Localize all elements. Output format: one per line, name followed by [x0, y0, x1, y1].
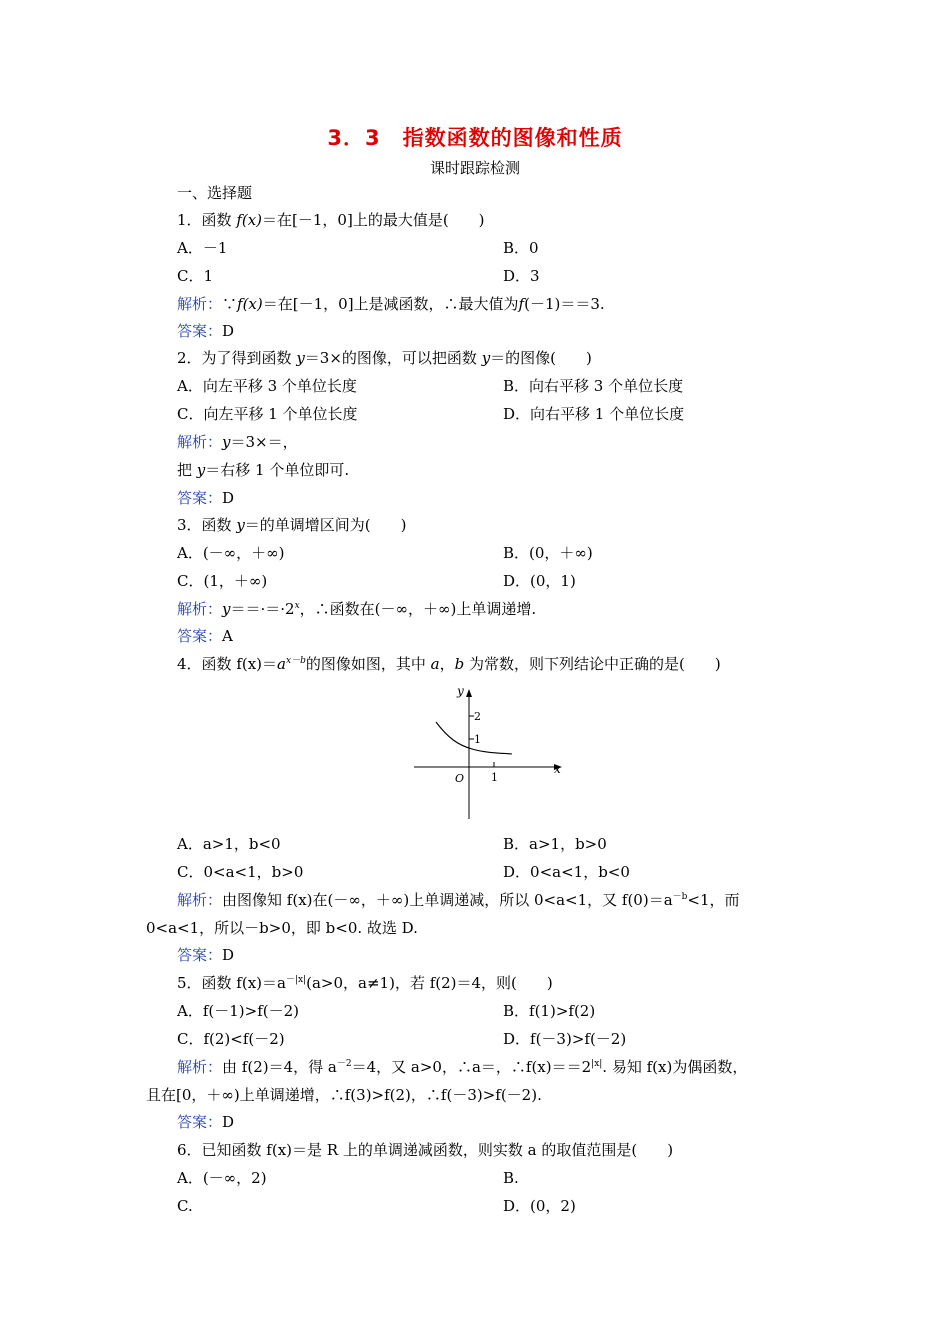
q6-stem: 6．已知函数 f(x)＝是 R 上的单调递减函数，则实数 a 的取值范围是( ) [177, 1141, 674, 1159]
page-title: 3．3 指数函数的图像和性质 [327, 126, 623, 150]
q5-solution-line2: 且在[0，＋∞)上单调递增，∴f(3)>f(2)，∴f(－3)>f(－2). [146, 1086, 542, 1104]
q2-option-b: B．向右平移 3 个单位长度 [503, 377, 684, 395]
q5-option-a: A．f(－1)>f(－2) [177, 1002, 299, 1020]
q3-option-c: C．(1，＋∞) [177, 572, 268, 590]
q1-answer: 答案：D [177, 322, 235, 340]
y-tick-2-label: 2 [474, 710, 481, 723]
q2-solution-line2: 把 y＝右移 1 个单位即可. [177, 461, 350, 479]
section-heading: 一、选择题 [177, 184, 253, 202]
q2-stem: 2．为了得到函数 y＝3×的图像，可以把函数 y＝的图像( ) [177, 349, 592, 367]
q6-option-c: C. [177, 1197, 193, 1215]
q4-option-b: B．a>1，b>0 [503, 835, 607, 853]
origin-label: O [455, 772, 465, 785]
y-axis-arrow [466, 689, 472, 697]
q6-option-d: D．(0，2) [503, 1197, 576, 1215]
q4-option-a: A．a>1，b<0 [177, 835, 281, 853]
y-axis-label: y [457, 684, 464, 698]
x-axis-label: x [554, 762, 561, 776]
q1-option-d: D．3 [503, 267, 540, 285]
q5-stem: 5．函数 $f(x)=a^{-|x|}(a>0$，a≠1)，若 f(2)＝4，则( ) [177, 974, 553, 992]
q1-stem: 1．函数 f(x)＝在[－1，0]上的最大值是( ) [177, 211, 485, 229]
q6-option-b: B. [503, 1169, 519, 1187]
q4-stem: 4．函数 $f(x)=a^{x-b}$的图像如图，其中 a，b 为常数，则下列结论中正确的是( ) [177, 655, 721, 673]
q3-option-a: A．(－∞，＋∞) [177, 544, 285, 562]
q1-option-c: C．1 [177, 267, 214, 285]
q4-answer: 答案：D [177, 946, 235, 964]
q2-option-d: D．向右平移 1 个单位长度 [503, 405, 685, 423]
q3-option-d: D．(0，1) [503, 572, 576, 590]
q5-answer: 答案：D [177, 1113, 235, 1131]
exponential-graph [410, 683, 570, 823]
q1-option-b: B．0 [503, 239, 539, 257]
q3-option-b: B．(0，＋∞) [503, 544, 593, 562]
page-subtitle: 课时跟踪检测 [429, 159, 520, 177]
q6-option-a: A．(－∞，2) [177, 1169, 267, 1187]
q3-stem: 3．函数 y＝的单调增区间为( ) [177, 516, 407, 534]
q5-option-d: D．f(－3)>f(－2) [503, 1030, 627, 1048]
q5-option-b: B．f(1)>f(2) [503, 1002, 596, 1020]
q1-option-a: A．－1 [177, 239, 228, 257]
x-tick-1-label: 1 [491, 771, 498, 784]
q4-solution-line2: 0<a<1，所以－b>0，即 b<0. 故选 D. [146, 919, 418, 937]
q4-option-c: C．0<a<1，b>0 [177, 863, 304, 881]
q2-answer: 答案：D [177, 489, 235, 507]
q5-option-c: C．f(2)<f(－2) [177, 1030, 285, 1048]
q2-option-c: C．向左平移 1 个单位长度 [177, 405, 358, 423]
q5-solution: 解析：由 f(2)＝4，得 $a^{-2}=4$，又 a>0，∴a＝，$\therefore f(x)==2^{|x|}$. 易知 f(x)为偶函数， [177, 1058, 748, 1076]
q4-solution: 解析：由图像知 f(x)在(－∞，＋∞)上单调递减，所以 0<a<1，又 $f(0)=a^{-b}<1$，而 [177, 891, 740, 909]
y-tick-1-label: 1 [474, 733, 481, 746]
q1-solution: 解析：∵f(x)＝在[－1，0]上是减函数，∴最大值为f(－1)＝＝3. [177, 295, 605, 313]
q3-solution: 解析：$y==\cdot=\cdot 2^x$，∴函数在(－∞，＋∞)上单调递增. [177, 600, 537, 618]
q4-option-d: D．0<a<1，b<0 [503, 863, 630, 881]
q2-option-a: A．向左平移 3 个单位长度 [177, 377, 357, 395]
q3-answer: 答案：A [177, 627, 233, 645]
q2-solution: 解析：y＝3×＝， [177, 433, 298, 451]
